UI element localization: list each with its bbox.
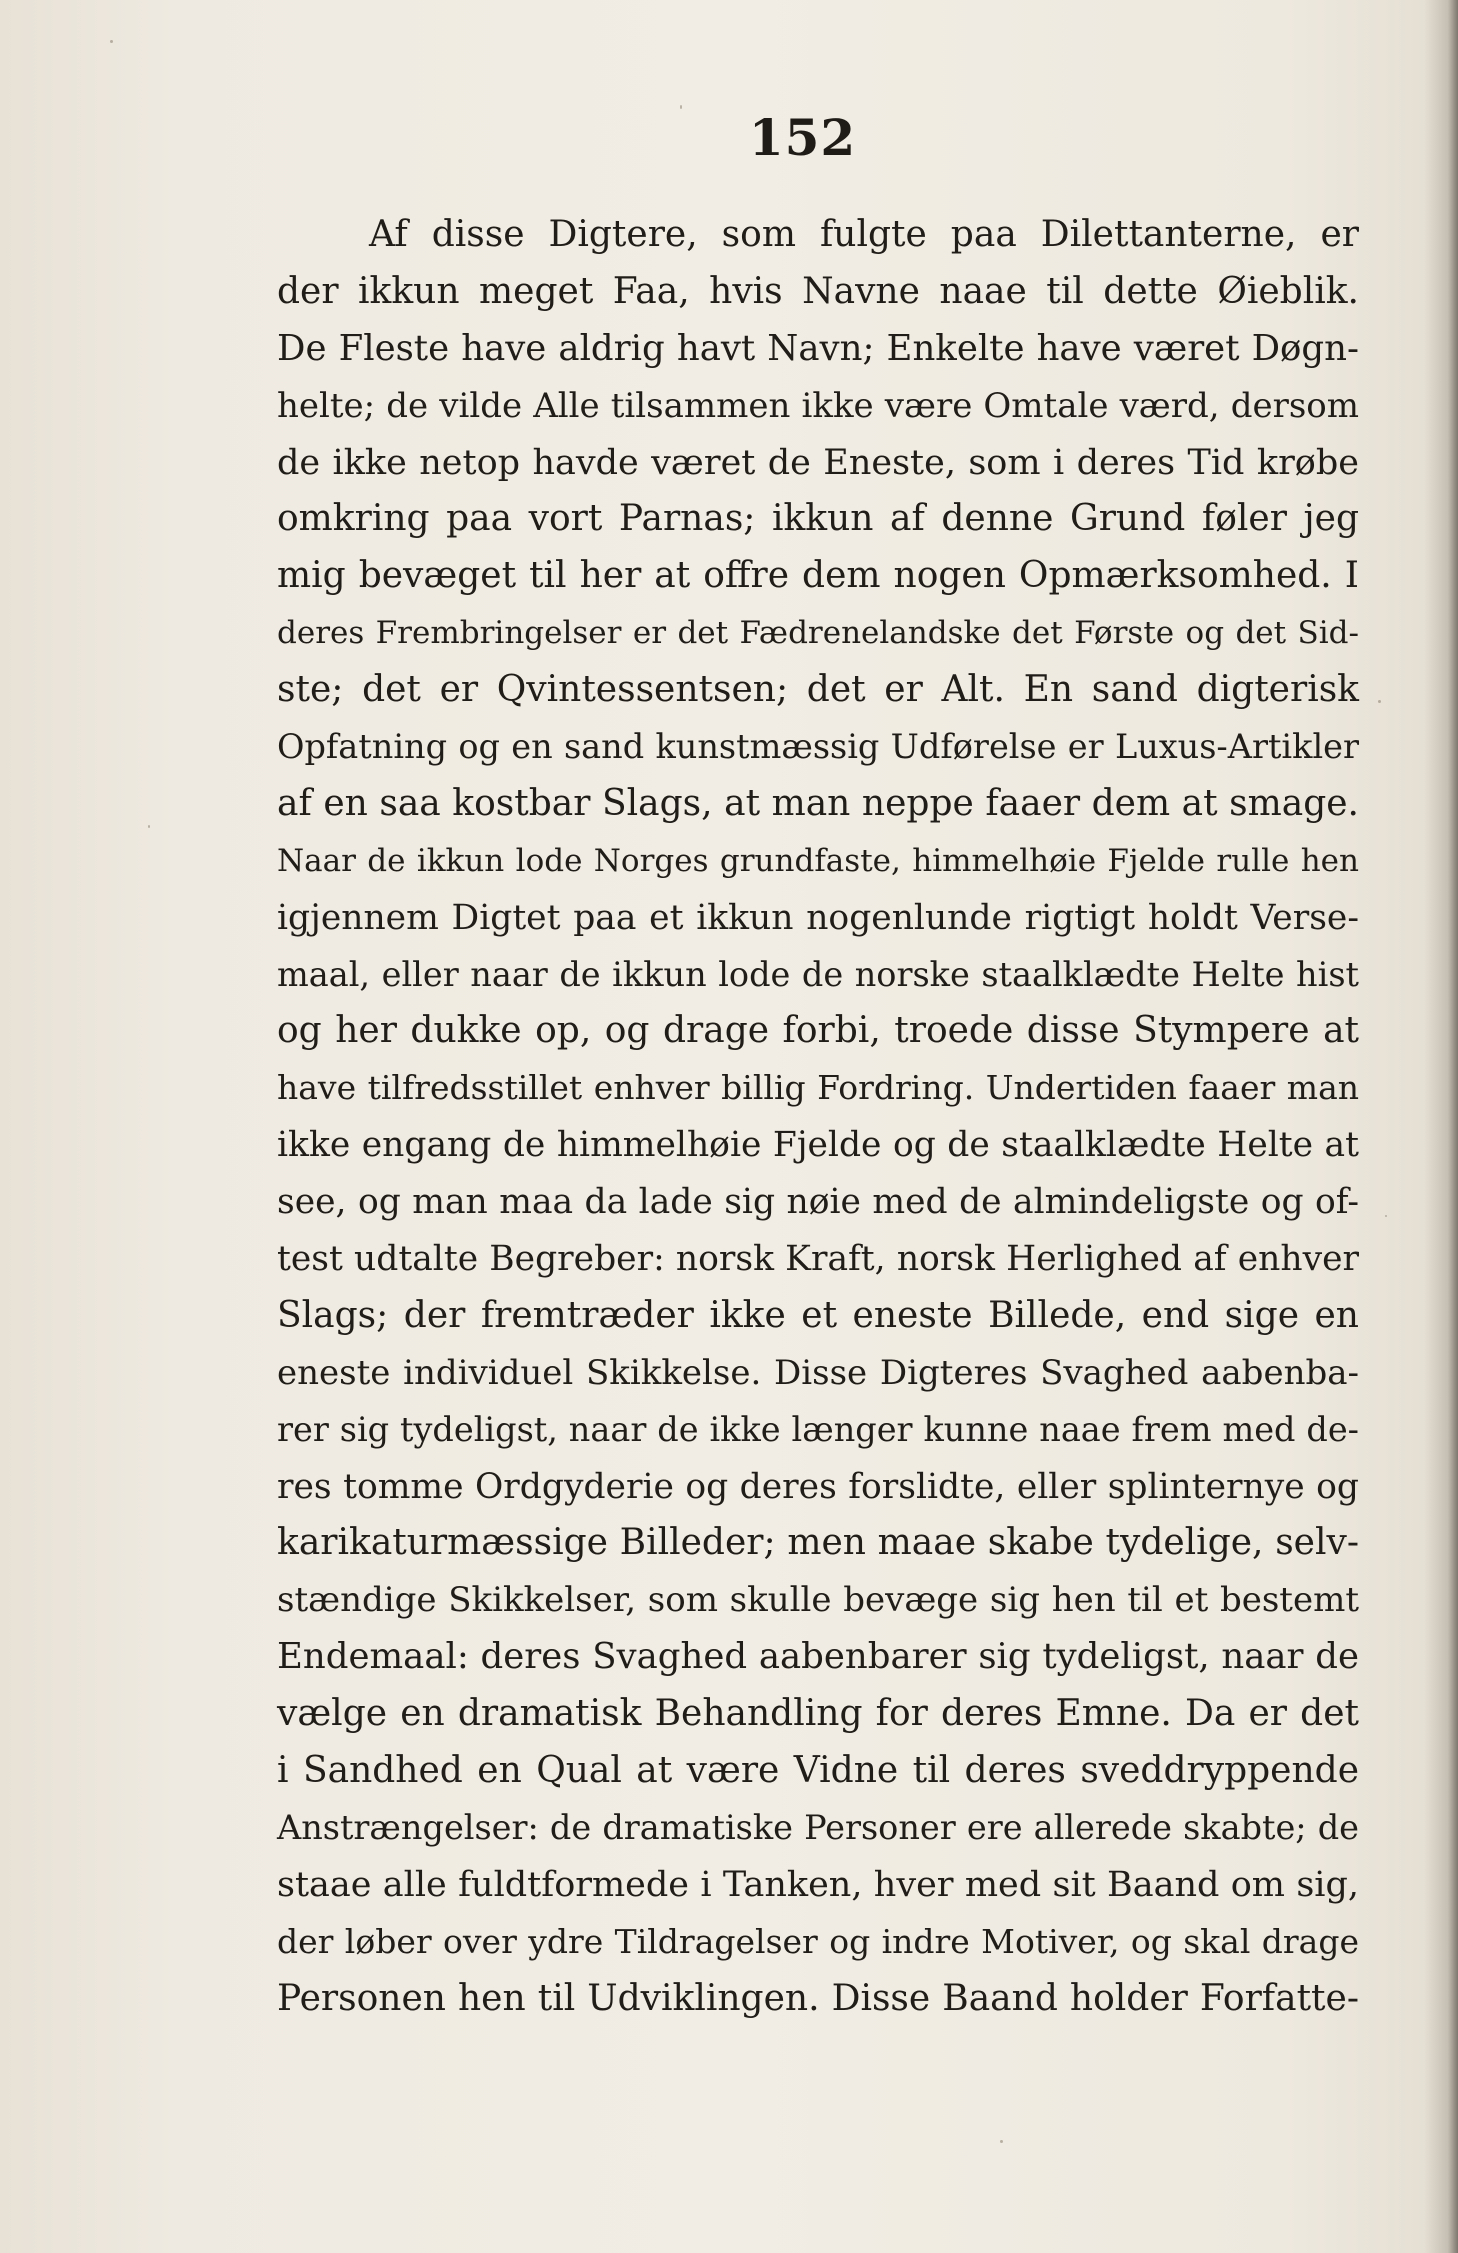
text-line: der løber over ydre Tildragelser og indre Motiver, og skal drage	[277, 1921, 1359, 1961]
text-line: omkring paa vort Parnas; ikkun af denne Grund føler jeg	[277, 498, 1359, 540]
page-gutter-shadow	[1424, 0, 1458, 2253]
text-line: Anstrængelser: de dramatiske Personer ere allerede skabte; de	[277, 1807, 1359, 1847]
text-line: staae alle fuldtformede i Tanken, hver med sit Baand om sig,	[277, 1864, 1359, 1905]
text-line: karikaturmæssige Billeder; men maae skabe tydelige, selv-	[277, 1522, 1359, 1564]
text-line: i Sandhed en Qual at være Vidne til deres sveddryppende	[277, 1750, 1359, 1792]
text-line: af en saa kostbar Slags, at man neppe faaer dem at smage.	[277, 782, 1359, 824]
text-line: helte; de vilde Alle tilsammen ikke være Omtale værd, dersom	[277, 385, 1359, 426]
text-line: test udtalte Begreber: norsk Kraft, norsk Herlighed af enhver	[277, 1239, 1359, 1280]
text-line: De Fleste have aldrig havt Navn; Enkelte have været Døgn-	[277, 327, 1359, 369]
text-line: de ikke netop havde været de Eneste, som i deres Tid krøbe	[277, 442, 1359, 483]
text-line: res tomme Ordgyderie og deres forslidte, eller splinternye og	[277, 1466, 1359, 1507]
page-number: 152	[748, 108, 857, 167]
text-line: ste; det er Qvintessentsen; det er Alt. En sand digterisk	[277, 669, 1359, 711]
text-line: Slags; der fremtræder ikke et eneste Billede, end sige en	[277, 1294, 1359, 1336]
paper-speck	[148, 825, 150, 828]
text-line: og her dukke op, og drage forbi, troede disse Stympere at	[277, 1010, 1359, 1052]
text-line: Endemaal: deres Svaghed aabenbarer sig tydeligst, naar de	[277, 1636, 1359, 1678]
text-line: Naar de ikkun lode Norges grundfaste, himmelhøie Fjelde rulle hen	[277, 842, 1359, 879]
text-line: Opfatning og en sand kunstmæssig Udførelse er Luxus-Artikler	[277, 727, 1359, 767]
paper-speck	[1385, 1215, 1387, 1217]
text-line: stændige Skikkelser, som skulle bevæge sig hen til et bestemt	[277, 1580, 1359, 1621]
text-line: igjennem Digtet paa et ikkun nogenlunde rigtigt holdt Verse-	[277, 897, 1359, 938]
paper-speck	[1000, 2140, 1003, 2143]
text-line: have tilfredsstillet enhver billig Fordring. Undertiden faaer man	[277, 1068, 1359, 1108]
text-line: ikke engang de himmelhøie Fjelde og de staalklædte Helte at	[277, 1125, 1359, 1166]
text-line: deres Frembringelser er det Fædrenelandske det Første og det Sid-	[277, 615, 1359, 652]
text-line: maal, eller naar de ikkun lode de norske staalklædte Helte hist	[277, 954, 1359, 994]
text-line: Personen hen til Udviklingen. Disse Baand holder Forfatte-	[277, 1977, 1359, 2019]
body-text	[277, 207, 1359, 2028]
text-line: rer sig tydeligst, naar de ikke længer kunne naae frem med de-	[277, 1409, 1359, 1449]
text-line: der ikkun meget Faa, hvis Navne naae til dette Øieblik.	[277, 270, 1359, 312]
text-line: Af disse Digtere, som fulgte paa Dilettanterne, er	[369, 214, 1359, 255]
text-line: vælge en dramatisk Behandling for deres Emne. Da er det	[277, 1693, 1359, 1735]
text-line: mig bevæget til her at offre dem nogen Opmærksomhed. I	[277, 555, 1359, 597]
text-line: eneste individuel Skikkelse. Disse Digteres Svaghed aabenba-	[277, 1352, 1359, 1393]
paper-speck	[1378, 700, 1381, 703]
paper-speck	[110, 40, 113, 43]
text-line: see, og man maa da lade sig nøie med de almindeligste og of-	[277, 1182, 1359, 1223]
